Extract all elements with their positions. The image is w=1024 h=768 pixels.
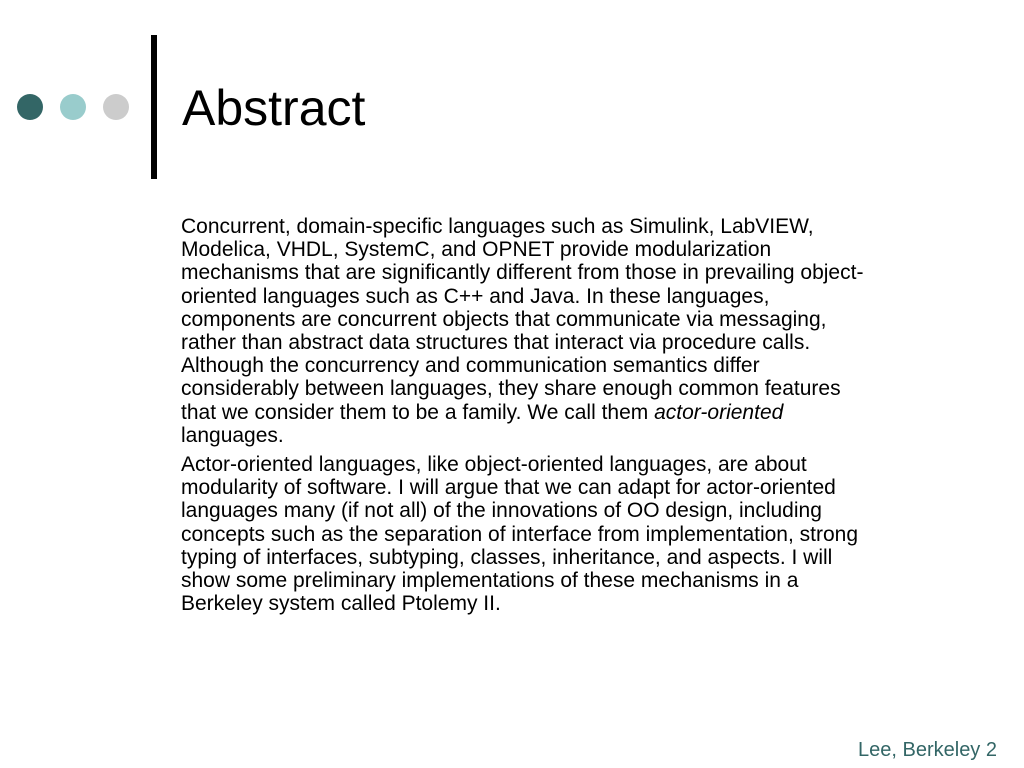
paragraph-1-line-6: rather than abstract data structures that interact via procedure calls. (181, 331, 811, 355)
paragraph-1-line-8: considerably between languages, they share enough common features (181, 377, 841, 401)
paragraph-1-line-7: Although the concurrency and communication semantics differ (181, 354, 760, 378)
slide-footer: Lee, Berkeley 2 (858, 739, 997, 761)
paragraph-2-line-3: languages many (if not all) of the innovations of OO design, including (181, 499, 822, 523)
paragraph-1-line-9-text: that we consider them to be a family. We call them (181, 400, 655, 424)
decorative-dot-gray (103, 94, 129, 120)
paragraph-2-line-1: Actor-oriented languages, like object-oriented languages, are about (181, 453, 807, 477)
paragraph-2 (181, 453, 981, 615)
decorative-dot-light-teal (60, 94, 86, 120)
paragraph-1-line-9 (181, 401, 981, 424)
slide-title: Abstract (182, 80, 366, 136)
paragraph-1-line-1: Concurrent, domain-specific languages such as Simulink, LabVIEW, (181, 215, 814, 238)
paragraph-1-line-3: mechanisms that are significantly different from those in prevailing object- (181, 261, 864, 285)
decorative-dot-dark (17, 94, 43, 120)
paragraph-2-line-6: show some preliminary implementations of these mechanisms in a (181, 569, 799, 593)
paragraph-1-line-2: Modelica, VHDL, SystemC, and OPNET provide modularization (181, 238, 772, 262)
paragraph-2-line-2: modularity of software. I will argue that we can adapt for actor-oriented (181, 476, 836, 500)
actor-oriented-emphasis: actor-oriented (654, 400, 784, 424)
paragraph-1-line-4: oriented languages such as C++ and Java. In these languages, (181, 284, 770, 308)
paragraph-2-line-7: Berkeley system called Ptolemy II. (181, 592, 501, 616)
paragraph-2-line-4: concepts such as the separation of interface from implementation, strong (181, 522, 859, 546)
paragraph-1-line-10: languages. (181, 423, 284, 447)
paragraph-1 (181, 215, 981, 447)
abstract-body (181, 215, 981, 621)
paragraph-2-line-5: typing of interfaces, subtyping, classes, inheritance, and aspects. I will (181, 545, 833, 569)
paragraph-1-line-5: components are concurrent objects that communicate via messaging, (181, 307, 827, 331)
title-divider-bar (151, 35, 157, 179)
